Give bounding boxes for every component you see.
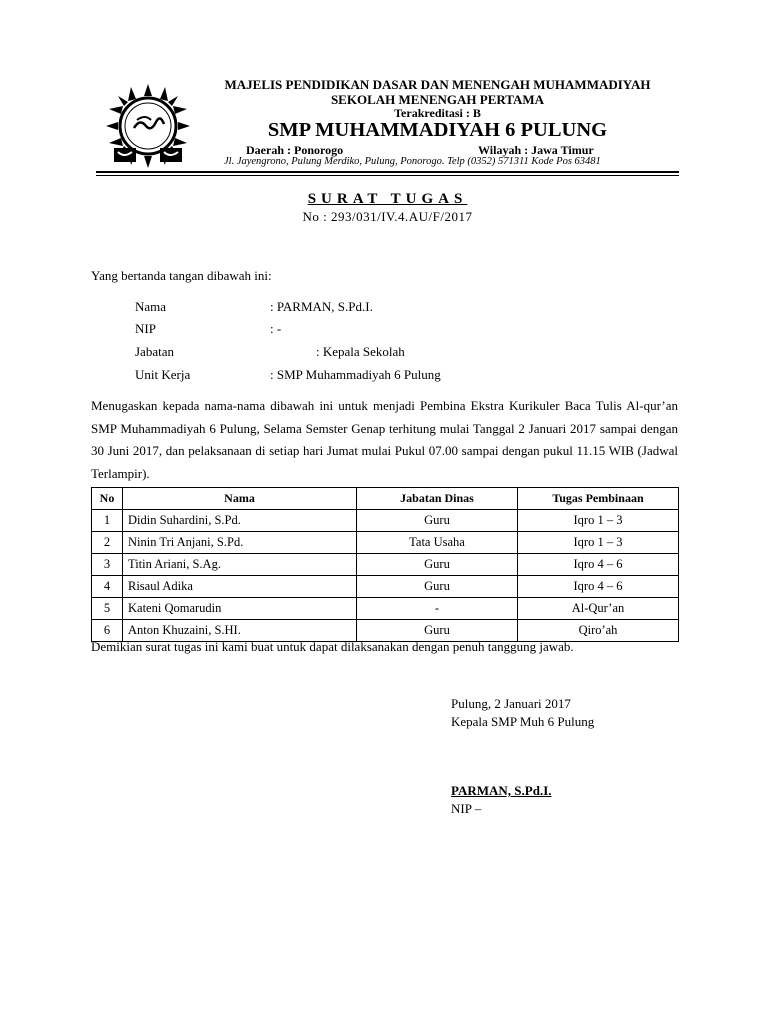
- header-no: No: [92, 488, 123, 510]
- cell-jabatan: Guru: [357, 554, 518, 576]
- table-row: [92, 532, 679, 554]
- signature-place-date: Pulung, 2 Januari 2017: [451, 696, 571, 711]
- cell-jabatan: Guru: [357, 510, 518, 532]
- closing-text: Demikian surat tugas ini kami buat untuk dapat dilaksanakan dengan penuh tanggung jawab.: [91, 639, 574, 654]
- letterhead-wilayah: Wilayah : Jawa Timur: [478, 143, 594, 157]
- letterhead-school-level: SEKOLAH MENENGAH PERTAMA: [330, 92, 545, 107]
- signature-nip: NIP –: [451, 801, 482, 816]
- cell-tugas: Al-Qur’an: [518, 598, 679, 620]
- signature-position: Kepala SMP Muh 6 Pulung: [451, 714, 595, 729]
- letterhead-daerah: Daerah : Ponorogo: [246, 143, 344, 157]
- field-label-unit-kerja: Unit Kerja: [135, 367, 191, 382]
- cell-no: 6: [92, 620, 123, 642]
- signature-name: PARMAN, S.Pd.I.: [451, 783, 552, 798]
- cell-jabatan: Guru: [357, 576, 518, 598]
- cell-nama: Anton Khuzaini, S.HI.: [123, 620, 357, 642]
- cell-tugas: Iqro 1 – 3: [518, 510, 679, 532]
- letterhead-divider-thin: [96, 175, 679, 176]
- table-row: [92, 510, 679, 532]
- letter-title: SURAT TUGAS: [307, 191, 468, 207]
- cell-no: 5: [92, 598, 123, 620]
- letterhead-divider-thick: [96, 171, 679, 173]
- cell-nama: Didin Suhardini, S.Pd.: [123, 510, 357, 532]
- cell-jabatan: Guru: [357, 620, 518, 642]
- cell-tugas: Iqro 1 – 3: [518, 532, 679, 554]
- muhammadiyah-logo-icon: [104, 82, 192, 170]
- cell-jabatan: Tata Usaha: [357, 532, 518, 554]
- intro-text: Yang bertanda tangan dibawah ini:: [91, 268, 272, 283]
- letterhead-accreditation: Terakreditasi : B: [394, 106, 481, 120]
- cell-jabatan: -: [357, 598, 518, 620]
- cell-nama: Titin Ariani, S.Ag.: [123, 554, 357, 576]
- field-value-jabatan: : Kepala Sekolah: [316, 344, 405, 359]
- field-value-nip: : -: [270, 321, 282, 336]
- cell-tugas: Qiro’ah: [518, 620, 679, 642]
- table-row: [92, 576, 679, 598]
- cell-nama: Risaul Adika: [123, 576, 357, 598]
- cell-nama: Ninin Tri Anjani, S.Pd.: [123, 532, 357, 554]
- cell-no: 1: [92, 510, 123, 532]
- assignment-table: [91, 487, 679, 642]
- letterhead-school-name: SMP MUHAMMADIYAH 6 PULUNG: [267, 119, 608, 141]
- table-header-row: [92, 488, 679, 510]
- letter-number: No : 293/031/IV.4.AU/F/2017: [302, 209, 473, 224]
- cell-no: 2: [92, 532, 123, 554]
- header-tugas-pembinaan: Tugas Pembinaan: [518, 488, 679, 510]
- table-row: [92, 554, 679, 576]
- field-label-nama: Nama: [135, 299, 167, 314]
- cell-no: 3: [92, 554, 123, 576]
- header-nama: Nama: [123, 488, 357, 510]
- field-label-jabatan: Jabatan: [135, 344, 174, 359]
- cell-tugas: Iqro 4 – 6: [518, 576, 679, 598]
- field-value-nama: : PARMAN, S.Pd.I.: [270, 299, 373, 314]
- field-label-nip: NIP: [135, 321, 156, 336]
- letterhead-address: Jl. Jayengrono, Pulung Merdiko, Pulung, Ponorogo. Telp (0352) 571311 Kode Pos 63481: [224, 156, 601, 167]
- cell-no: 4: [92, 576, 123, 598]
- assignment-paragraph: Menugaskan kepada nama-nama dibawah ini untuk menjadi Pembina Ekstra Kurikuler Baca Tulis Al-qur’an SMP Muhammadiyah 6 Pulung, Selama Semster Genap terhitung mulai Tanggal 2 Januari 2017 sampai dengan 30 Juni 2017, dan pelaksanaan di setiap hari Jumat mulai Pukul 07.00 sampai dengan pukul 11.15 WIB (Jadwal Terlampir).: [91, 398, 678, 481]
- cell-nama: Kateni Qomarudin: [123, 598, 357, 620]
- field-value-unit-kerja: : SMP Muhammadiyah 6 Pulung: [270, 367, 441, 382]
- table-row: [92, 598, 679, 620]
- letterhead-council: MAJELIS PENDIDIKAN DASAR DAN MENENGAH MUHAMMADIYAH: [224, 77, 651, 92]
- header-jabatan-dinas: Jabatan Dinas: [357, 488, 518, 510]
- cell-tugas: Iqro 4 – 6: [518, 554, 679, 576]
